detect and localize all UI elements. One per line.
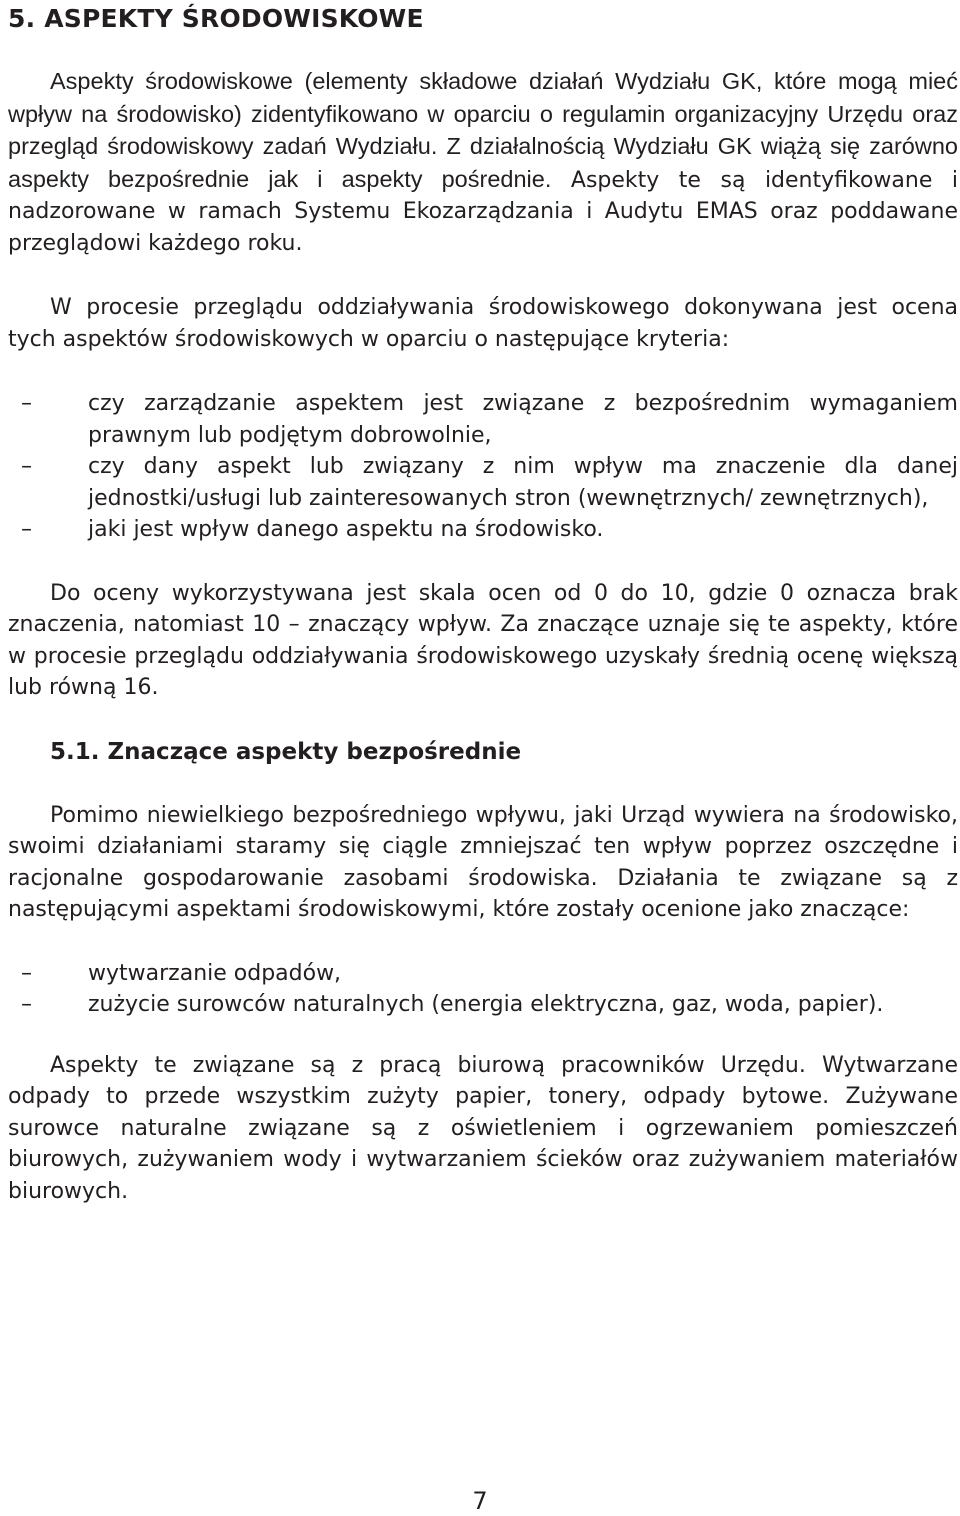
page-number: 7: [472, 1487, 488, 1515]
subsection-title: 5.1. Znaczące aspekty bezpośrednie: [50, 738, 522, 765]
dash-bullet: –: [21, 391, 32, 416]
list-item-text: wytwarzanie odpadów,: [88, 960, 342, 986]
document-page: [8, 0, 958, 1207]
dash-bullet: –: [21, 454, 32, 479]
list-item-text: czy zarządzanie aspektem jest związane z bezpośrednim wymaganiem prawnym lub podjętym dobrowolnie,: [88, 391, 958, 448]
paragraph-review-process: W procesie przeglądu oddziaływania środowiskowego dokonywana jest ocena tych aspektów środowiskowych w oparciu o następujące kryteria:: [8, 295, 958, 352]
paragraph-office-work: Aspekty te związane są z pracą biurową pracowników Urzędu. Wytwarzane odpady to przede wszystkim zużyty papier, tonery, odpady bytowe. Zużywane surowce naturalne związane są z oświetleniem i ogrzewaniem pomieszczeń biurowych, zużywaniem wody i wytwarzaniem ścieków oraz zużywaniem materiałów biurowych.: [8, 1052, 958, 1204]
dash-bullet: –: [21, 517, 32, 542]
paragraph-intro-part2: Aspekty te są identyfikowane i nadzorowane w ramach Systemu Ekozarządzania i Audytu EMAS oraz poddawane przeglądowi każdego roku.: [8, 167, 959, 256]
paragraph-intro-part1: Aspekty środowiskowe (elementy składowe działań Wydziału GK, które mogą mieć wpływ na środowisko) zidentyfikowano w oparciu o regulamin organizacyjny Urzędu oraz przegląd środowiskowy zadań Wydziału. Z działalnością Wydziału GK wiążą się zarówno aspekty bezpośrednie jak i aspekty pośrednie.: [8, 68, 958, 192]
list-item: [8, 451, 958, 514]
list-item-text: jaki jest wpływ danego aspektu na środowisko.: [88, 517, 604, 542]
list-item: [8, 989, 958, 1021]
list-item: [8, 514, 958, 546]
list-item-text: zużycie surowców naturalnych (energia elektryczna, gaz, woda, papier).: [88, 992, 884, 1017]
section-title: 5. ASPEKTY ŚRODOWISKOWE: [8, 4, 424, 33]
dash-bullet: –: [21, 992, 32, 1017]
paragraph-rating-scale: Do oceny wykorzystywana jest skala ocen od 0 do 10, gdzie 0 oznacza brak znaczenia, natomiast 10 – znaczący wpływ. Za znaczące uznaje się te aspekty, które w procesie przeglądu oddziaływania środowiskowego uzyskały średnią ocenę większą lub równą 16.: [8, 580, 958, 700]
criteria-list: [8, 388, 958, 546]
list-item: [8, 388, 958, 451]
paragraph-direct-impact: Pomimo niewielkiego bezpośredniego wpływu, jaki Urząd wywiera na środowisko, swoimi działaniami staramy się ciągle zmniejszać ten wpływ poprzez oszczędne i racjonalne gospodarowanie zasobami środowiska. Działania te związane są z następującymi aspektami środowiskowymi, które zostały ocenione jako znaczące:: [8, 802, 958, 922]
dash-bullet: –: [21, 960, 32, 986]
list-item: [8, 958, 958, 990]
paragraph-intro: [8, 66, 958, 259]
list-item-text: czy dany aspekt lub związany z nim wpływ ma znaczenie dla danej jednostki/usługi lub zainteresowanych stron (wewnętrznych/ zewnętrznych),: [88, 454, 958, 511]
significant-aspects-list: [8, 958, 958, 1021]
